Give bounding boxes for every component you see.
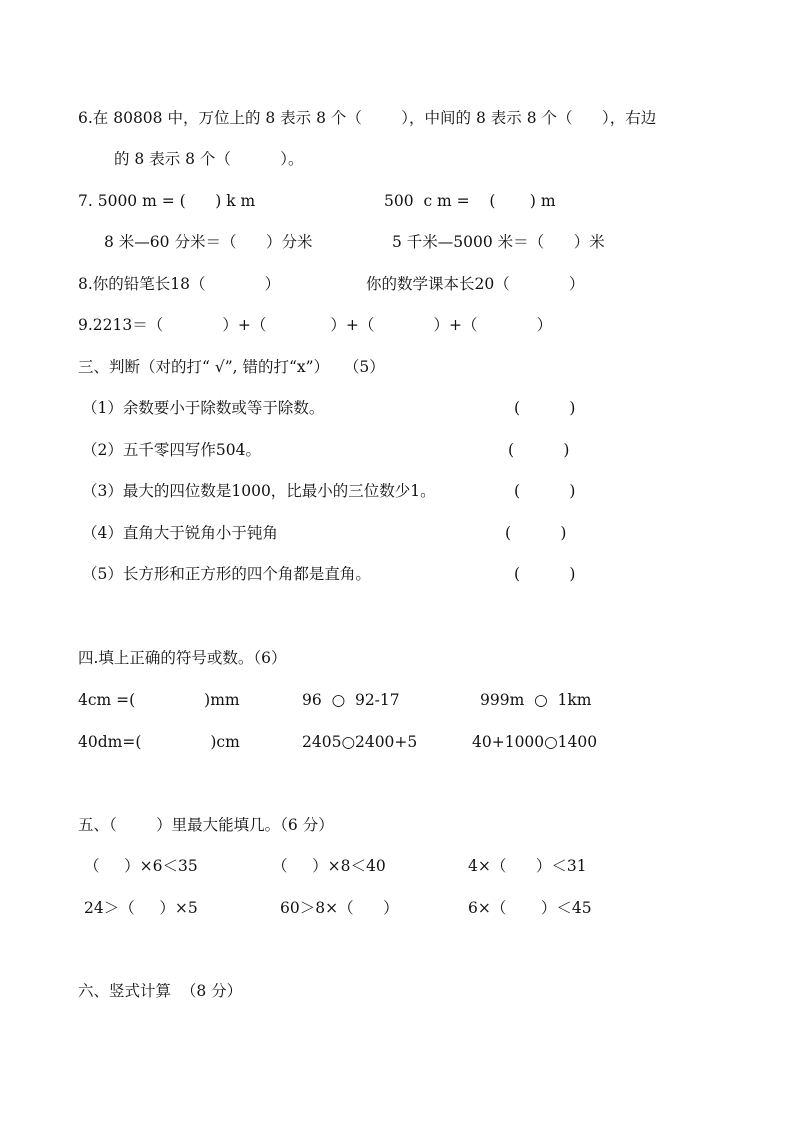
question-6-line-2: 的 8 表示 8 个（ ）。	[114, 150, 304, 168]
fill-dm-to-cm: 40dm=( )cm	[78, 733, 240, 751]
judgment-answer-4: ( )	[505, 524, 567, 542]
question-9: 9.2213＝（ ）+（ ）+（ ）+（ ）	[78, 316, 553, 334]
max-fill-3: 4×（ ）＜31	[468, 857, 587, 875]
question-7-meter: 5 千米—5000 米＝（ ）米	[392, 233, 605, 251]
compare-999m: 999m ○ 1km	[480, 691, 592, 709]
section-5-title: 五、（ ）里最大能填几。（6 分）	[78, 816, 334, 834]
compare-1040: 40+1000○1400	[472, 733, 598, 751]
question-7-km: 7. 5000 m = ( ) k m	[78, 192, 256, 210]
max-fill-1: （ ）×6＜35	[84, 857, 198, 875]
judgment-item-4: （4）直角大于锐角小于钝角	[82, 524, 278, 542]
section-4-title: 四.填上正确的符号或数。（6）	[78, 649, 287, 667]
question-7-dm: 8 米—60 分米＝（ ）分米	[104, 233, 313, 251]
question-6-line-1: 6.在 80808 中，万位上的 8 表示 8 个（ ），中间的 8 表示 8 个（ ），右边	[78, 109, 657, 127]
question-8-textbook: 你的数学课本长20（ ）	[366, 275, 585, 293]
max-fill-5: 60＞8×（ ）	[280, 899, 399, 917]
judgment-item-1: （1）余数要小于除数或等于除数。	[82, 399, 325, 417]
judgment-answer-1: ( )	[514, 399, 576, 417]
question-7-m: 500 c m = ( ) m	[384, 192, 556, 210]
judgment-item-3: （3）最大的四位数是1000，比最小的三位数少1。	[82, 482, 436, 500]
judgment-item-5: （5）长方形和正方形的四个角都是直角。	[82, 565, 371, 583]
judgment-answer-5: ( )	[514, 565, 576, 583]
compare-96: 96 ○ 92-17	[302, 691, 400, 709]
fill-cm-to-mm: 4cm =( )mm	[78, 691, 240, 709]
judgment-answer-2: ( )	[508, 441, 570, 459]
judgment-item-2: （2）五千零四写作504。	[82, 441, 261, 459]
section-6-title: 六、竖式计算 （8 分）	[78, 982, 243, 1000]
judgment-answer-3: ( )	[514, 482, 576, 500]
question-8-pencil: 8.你的铅笔长18（ ）	[78, 275, 281, 293]
max-fill-2: （ ）×8＜40	[272, 857, 386, 875]
max-fill-4: 24＞（ ）×5	[84, 899, 198, 917]
compare-2405: 2405○2400+5	[302, 733, 418, 751]
max-fill-6: 6×（ ）＜45	[468, 899, 592, 917]
section-3-title: 三、判断（对的打“ √”, 错的打“x”） （5）	[78, 358, 385, 376]
